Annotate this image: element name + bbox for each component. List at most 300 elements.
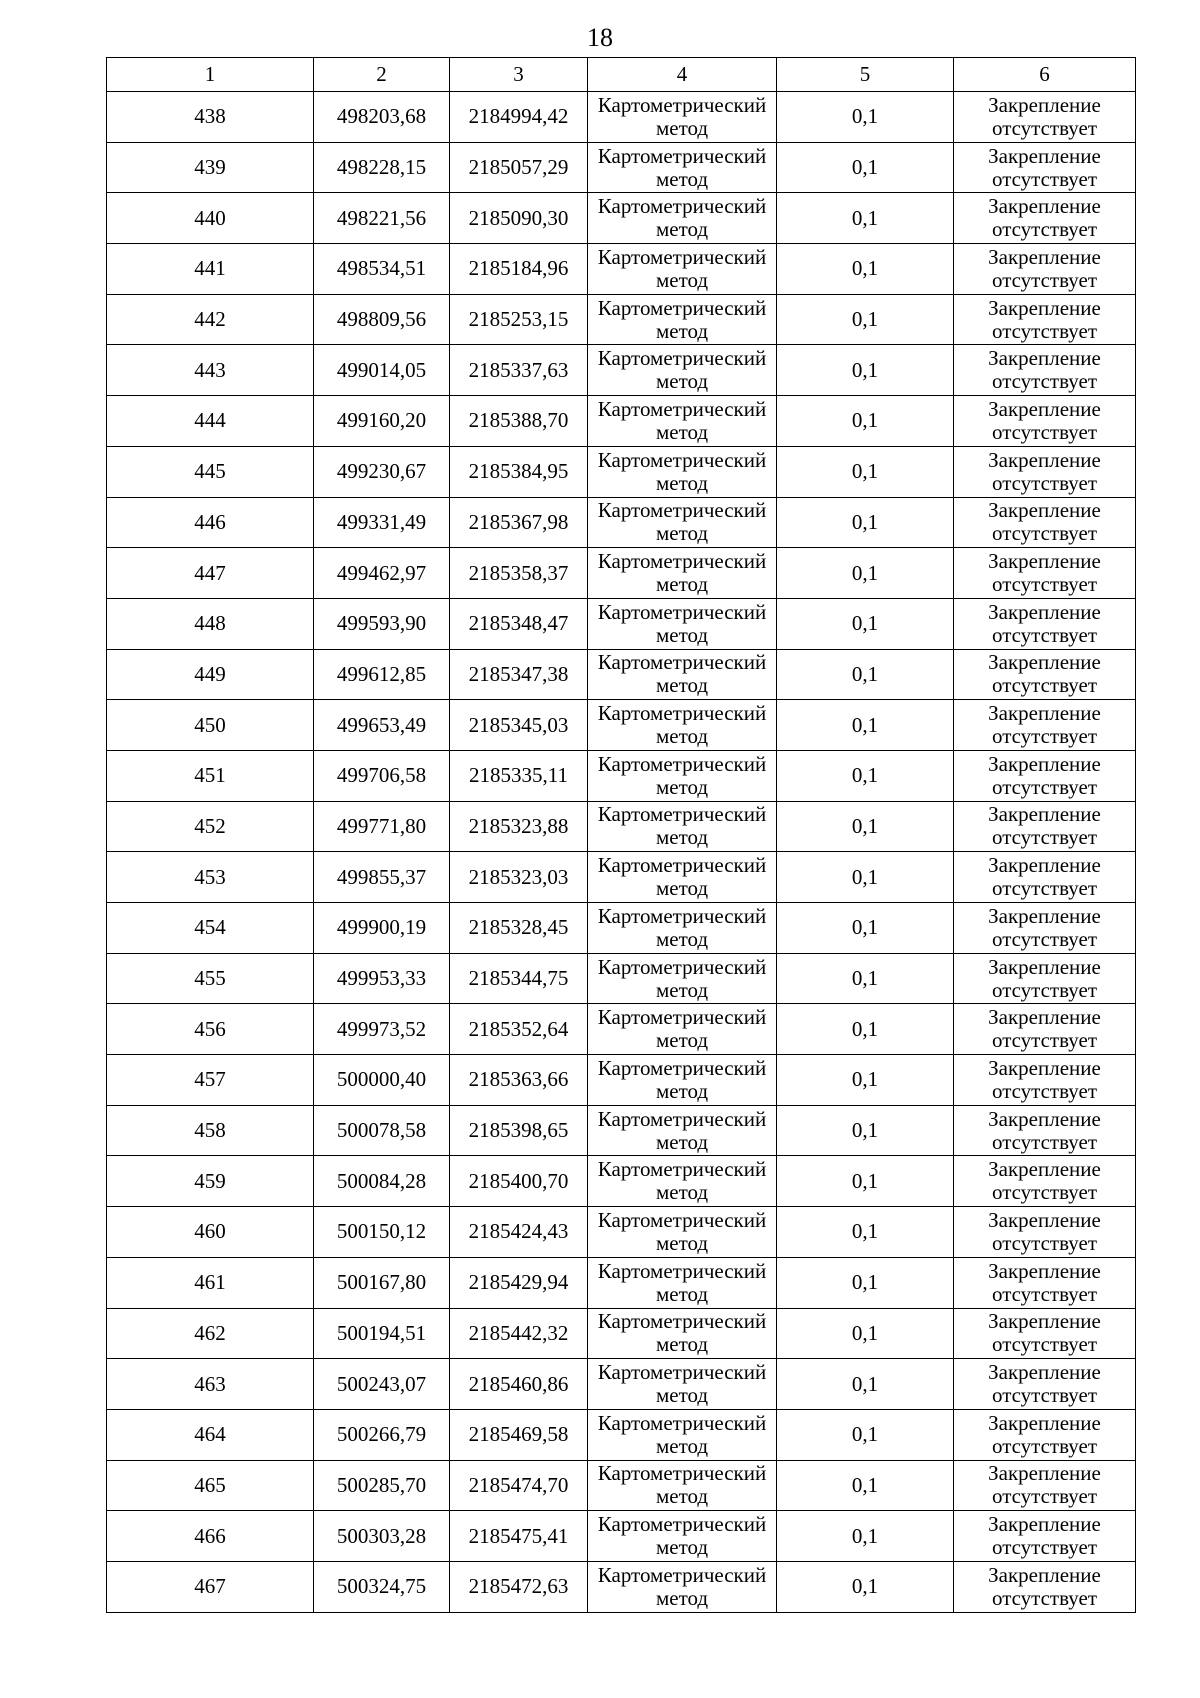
y-coordinate-cell: 2185460,86: [450, 1359, 588, 1410]
method-cell-line-2: метод: [655, 1484, 709, 1509]
x-coordinate-cell: 500000,40: [314, 1055, 450, 1106]
method-cell-line-2: метод: [655, 1535, 709, 1560]
fixing-cell: [954, 750, 1136, 801]
method-cell-line-1: Картометрический: [597, 92, 767, 117]
point-number-cell: 448: [107, 598, 314, 649]
method-cell-line-1: Картометрический: [597, 498, 767, 523]
method-cell: [588, 1055, 777, 1106]
fixing-cell-line-2: отсутствует: [991, 1383, 1098, 1408]
method-cell-line-1: Картометрический: [597, 194, 767, 219]
method-cell: [588, 396, 777, 447]
x-coordinate-cell: 499973,52: [314, 1004, 450, 1055]
fixing-cell-line-1: Закрепление: [988, 1309, 1101, 1334]
method-cell-line-2: метод: [655, 115, 709, 140]
table-row: [107, 1156, 1136, 1207]
table-row: [107, 446, 1136, 497]
table-row: [107, 1308, 1136, 1359]
method-cell: [588, 1561, 777, 1612]
method-cell-line-2: метод: [655, 622, 709, 647]
table-row: [107, 548, 1136, 599]
method-cell-line-2: метод: [655, 977, 709, 1002]
point-number-cell: 458: [107, 1105, 314, 1156]
fixing-cell: [954, 1055, 1136, 1106]
point-number-cell: 466: [107, 1511, 314, 1562]
point-number-cell: 438: [107, 92, 314, 143]
fixing-cell-line-1: Закрепление: [988, 701, 1101, 726]
table-row: [107, 497, 1136, 548]
method-cell: [588, 1409, 777, 1460]
fixing-cell-line-1: Закрепление: [988, 1106, 1101, 1131]
fixing-cell: [954, 1460, 1136, 1511]
accuracy-cell: 0,1: [777, 446, 954, 497]
accuracy-cell: 0,1: [777, 801, 954, 852]
table-row: [107, 852, 1136, 903]
fixing-cell: [954, 953, 1136, 1004]
fixing-cell: [954, 649, 1136, 700]
x-coordinate-cell: 499612,85: [314, 649, 450, 700]
method-cell: [588, 1257, 777, 1308]
fixing-cell-line-1: Закрепление: [988, 1360, 1101, 1385]
x-coordinate-cell: 498203,68: [314, 92, 450, 143]
fixing-cell-line-1: Закрепление: [988, 346, 1101, 371]
x-coordinate-cell: 499160,20: [314, 396, 450, 447]
fixing-cell: [954, 1156, 1136, 1207]
point-number-cell: 462: [107, 1308, 314, 1359]
table-row: [107, 193, 1136, 244]
accuracy-cell: 0,1: [777, 598, 954, 649]
x-coordinate-cell: 499014,05: [314, 345, 450, 396]
accuracy-cell: 0,1: [777, 1511, 954, 1562]
y-coordinate-cell: 2185475,41: [450, 1511, 588, 1562]
point-number-cell: 461: [107, 1257, 314, 1308]
method-cell-line-2: метод: [655, 419, 709, 444]
point-number-cell: 464: [107, 1409, 314, 1460]
x-coordinate-cell: 500285,70: [314, 1460, 450, 1511]
x-coordinate-cell: 500084,28: [314, 1156, 450, 1207]
method-cell-line-1: Картометрический: [597, 244, 767, 269]
fixing-cell-line-2: отсутствует: [991, 419, 1098, 444]
accuracy-cell: 0,1: [777, 345, 954, 396]
fixing-cell-line-2: отсутствует: [991, 572, 1098, 597]
y-coordinate-cell: 2185323,03: [450, 852, 588, 903]
fixing-cell-line-2: отсутствует: [991, 217, 1098, 242]
x-coordinate-cell: 500194,51: [314, 1308, 450, 1359]
method-cell-line-1: Картометрический: [597, 549, 767, 574]
method-cell: [588, 1105, 777, 1156]
method-cell-line-1: Картометрический: [597, 143, 767, 168]
table-row: [107, 1460, 1136, 1511]
y-coordinate-cell: 2185442,32: [450, 1308, 588, 1359]
fixing-cell-line-1: Закрепление: [988, 954, 1101, 979]
point-number-cell: 457: [107, 1055, 314, 1106]
method-cell-line-1: Картометрический: [597, 1106, 767, 1131]
table-row: [107, 1004, 1136, 1055]
y-coordinate-cell: 2185057,29: [450, 142, 588, 193]
accuracy-cell: 0,1: [777, 1156, 954, 1207]
method-cell-line-1: Картометрический: [597, 954, 767, 979]
fixing-cell-line-2: отсутствует: [991, 1433, 1098, 1458]
method-cell-line-1: Картометрический: [597, 1360, 767, 1385]
y-coordinate-cell: 2185323,88: [450, 801, 588, 852]
fixing-cell: [954, 548, 1136, 599]
y-coordinate-cell: 2185347,38: [450, 649, 588, 700]
method-cell-line-2: метод: [655, 166, 709, 191]
point-number-cell: 445: [107, 446, 314, 497]
y-coordinate-cell: 2185337,63: [450, 345, 588, 396]
fixing-cell-line-2: отсутствует: [991, 1230, 1098, 1255]
fixing-cell-line-1: Закрепление: [988, 1005, 1101, 1030]
x-coordinate-cell: 499900,19: [314, 903, 450, 954]
fixing-cell: [954, 92, 1136, 143]
method-cell-line-1: Картометрический: [597, 1005, 767, 1030]
header-cell: 3: [450, 58, 588, 92]
point-number-cell: 444: [107, 396, 314, 447]
fixing-cell-line-1: Закрепление: [988, 1157, 1101, 1182]
method-cell-line-1: Картометрический: [597, 903, 767, 928]
method-cell-line-2: метод: [655, 1433, 709, 1458]
y-coordinate-cell: 2184994,42: [450, 92, 588, 143]
x-coordinate-cell: 500167,80: [314, 1257, 450, 1308]
method-cell: [588, 852, 777, 903]
method-cell-line-2: метод: [655, 1383, 709, 1408]
fixing-cell-line-1: Закрепление: [988, 802, 1101, 827]
point-number-cell: 455: [107, 953, 314, 1004]
fixing-cell: [954, 1257, 1136, 1308]
y-coordinate-cell: 2185363,66: [450, 1055, 588, 1106]
table-row: [107, 1257, 1136, 1308]
x-coordinate-cell: 498228,15: [314, 142, 450, 193]
method-cell-line-1: Картометрический: [597, 1157, 767, 1182]
y-coordinate-cell: 2185469,58: [450, 1409, 588, 1460]
table-row: [107, 1055, 1136, 1106]
method-cell-line-2: метод: [655, 825, 709, 850]
y-coordinate-cell: 2185344,75: [450, 953, 588, 1004]
point-number-cell: 447: [107, 548, 314, 599]
fixing-cell-line-1: Закрепление: [988, 295, 1101, 320]
fixing-cell-line-1: Закрепление: [988, 244, 1101, 269]
fixing-cell-line-2: отсутствует: [991, 267, 1098, 292]
accuracy-cell: 0,1: [777, 852, 954, 903]
method-cell-line-2: метод: [655, 926, 709, 951]
x-coordinate-cell: 500078,58: [314, 1105, 450, 1156]
method-cell-line-2: метод: [655, 1332, 709, 1357]
y-coordinate-cell: 2185253,15: [450, 294, 588, 345]
fixing-cell: [954, 1308, 1136, 1359]
accuracy-cell: 0,1: [777, 750, 954, 801]
method-cell: [588, 142, 777, 193]
accuracy-cell: 0,1: [777, 1359, 954, 1410]
method-cell-line-2: метод: [655, 1281, 709, 1306]
fixing-cell-line-1: Закрепление: [988, 1512, 1101, 1537]
table-row: [107, 801, 1136, 852]
fixing-cell: [954, 244, 1136, 295]
header-row: [107, 58, 1136, 92]
method-cell-line-1: Картометрический: [597, 1512, 767, 1537]
x-coordinate-cell: 498221,56: [314, 193, 450, 244]
method-cell: [588, 700, 777, 751]
method-cell-line-2: метод: [655, 369, 709, 394]
point-number-cell: 451: [107, 750, 314, 801]
accuracy-cell: 0,1: [777, 1257, 954, 1308]
accuracy-cell: 0,1: [777, 294, 954, 345]
fixing-cell: [954, 142, 1136, 193]
method-cell: [588, 1460, 777, 1511]
x-coordinate-cell: 499462,97: [314, 548, 450, 599]
fixing-cell-line-2: отсутствует: [991, 622, 1098, 647]
fixing-cell-line-1: Закрепление: [988, 599, 1101, 624]
accuracy-cell: 0,1: [777, 193, 954, 244]
point-number-cell: 453: [107, 852, 314, 903]
table-row: [107, 1409, 1136, 1460]
fixing-cell: [954, 1409, 1136, 1460]
fixing-cell-line-1: Закрепление: [988, 903, 1101, 928]
table-row: [107, 649, 1136, 700]
fixing-cell-line-2: отсутствует: [991, 1028, 1098, 1053]
point-number-cell: 454: [107, 903, 314, 954]
accuracy-cell: 0,1: [777, 1561, 954, 1612]
method-cell-line-2: метод: [655, 318, 709, 343]
accuracy-cell: 0,1: [777, 903, 954, 954]
accuracy-cell: 0,1: [777, 142, 954, 193]
accuracy-cell: 0,1: [777, 1004, 954, 1055]
y-coordinate-cell: 2185348,47: [450, 598, 588, 649]
table-row: [107, 903, 1136, 954]
fixing-cell-line-2: отсутствует: [991, 1332, 1098, 1357]
x-coordinate-cell: 499230,67: [314, 446, 450, 497]
y-coordinate-cell: 2185474,70: [450, 1460, 588, 1511]
accuracy-cell: 0,1: [777, 548, 954, 599]
table-row: [107, 345, 1136, 396]
method-cell: [588, 903, 777, 954]
x-coordinate-cell: 500150,12: [314, 1207, 450, 1258]
fixing-cell-line-2: отсутствует: [991, 318, 1098, 343]
point-number-cell: 443: [107, 345, 314, 396]
point-number-cell: 465: [107, 1460, 314, 1511]
table-row: [107, 1359, 1136, 1410]
point-number-cell: 452: [107, 801, 314, 852]
fixing-cell-line-2: отсутствует: [991, 1535, 1098, 1560]
method-cell: [588, 92, 777, 143]
method-cell-line-1: Картометрический: [597, 701, 767, 726]
fixing-cell-line-1: Закрепление: [988, 1461, 1101, 1486]
method-cell: [588, 446, 777, 497]
fixing-cell-line-2: отсутствует: [991, 774, 1098, 799]
header-cell: 1: [107, 58, 314, 92]
method-cell: [588, 548, 777, 599]
table-row: [107, 1105, 1136, 1156]
method-cell-line-1: Картометрический: [597, 1055, 767, 1080]
y-coordinate-cell: 2185398,65: [450, 1105, 588, 1156]
fixing-cell: [954, 446, 1136, 497]
method-cell-line-2: метод: [655, 1129, 709, 1154]
x-coordinate-cell: 499855,37: [314, 852, 450, 903]
table-row: [107, 598, 1136, 649]
method-cell-line-1: Картометрический: [597, 1258, 767, 1283]
method-cell-line-2: метод: [655, 1028, 709, 1053]
accuracy-cell: 0,1: [777, 497, 954, 548]
method-cell-line-1: Картометрический: [597, 1461, 767, 1486]
y-coordinate-cell: 2185090,30: [450, 193, 588, 244]
x-coordinate-cell: 499706,58: [314, 750, 450, 801]
table-row: [107, 953, 1136, 1004]
accuracy-cell: 0,1: [777, 1409, 954, 1460]
method-cell: [588, 1207, 777, 1258]
fixing-cell: [954, 1207, 1136, 1258]
method-cell-line-1: Картометрический: [597, 396, 767, 421]
fixing-cell-line-2: отсутствует: [991, 369, 1098, 394]
accuracy-cell: 0,1: [777, 1308, 954, 1359]
fixing-cell-line-2: отсутствует: [991, 673, 1098, 698]
fixing-cell-line-1: Закрепление: [988, 447, 1101, 472]
fixing-cell-line-2: отсутствует: [991, 926, 1098, 951]
method-cell-line-2: метод: [655, 267, 709, 292]
point-number-cell: 439: [107, 142, 314, 193]
fixing-cell-line-2: отсутствует: [991, 115, 1098, 140]
method-cell-line-1: Картометрический: [597, 1309, 767, 1334]
method-cell-line-2: метод: [655, 1585, 709, 1610]
method-cell-line-1: Картометрический: [597, 650, 767, 675]
header-cell: 4: [588, 58, 777, 92]
x-coordinate-cell: 500303,28: [314, 1511, 450, 1562]
fixing-cell: [954, 193, 1136, 244]
table-row: [107, 1511, 1136, 1562]
table-row: [107, 396, 1136, 447]
x-coordinate-cell: 499953,33: [314, 953, 450, 1004]
y-coordinate-cell: 2185472,63: [450, 1561, 588, 1612]
method-cell: [588, 244, 777, 295]
header-cell: 5: [777, 58, 954, 92]
method-cell-line-2: метод: [655, 470, 709, 495]
point-number-cell: 441: [107, 244, 314, 295]
point-number-cell: 463: [107, 1359, 314, 1410]
point-number-cell: 442: [107, 294, 314, 345]
point-number-cell: 450: [107, 700, 314, 751]
fixing-cell-line-2: отсутствует: [991, 1585, 1098, 1610]
x-coordinate-cell: 499653,49: [314, 700, 450, 751]
method-cell: [588, 1511, 777, 1562]
table-row: [107, 92, 1136, 143]
method-cell: [588, 1308, 777, 1359]
method-cell-line-2: метод: [655, 521, 709, 546]
method-cell: [588, 294, 777, 345]
fixing-cell: [954, 1105, 1136, 1156]
fixing-cell-line-1: Закрепление: [988, 92, 1101, 117]
fixing-cell-line-1: Закрепление: [988, 650, 1101, 675]
y-coordinate-cell: 2185335,11: [450, 750, 588, 801]
y-coordinate-cell: 2185184,96: [450, 244, 588, 295]
x-coordinate-cell: 500324,75: [314, 1561, 450, 1612]
accuracy-cell: 0,1: [777, 1055, 954, 1106]
method-cell-line-2: метод: [655, 1230, 709, 1255]
method-cell-line-1: Картометрический: [597, 853, 767, 878]
y-coordinate-cell: 2185429,94: [450, 1257, 588, 1308]
table-row: [107, 294, 1136, 345]
x-coordinate-cell: 499771,80: [314, 801, 450, 852]
fixing-cell: [954, 852, 1136, 903]
fixing-cell-line-1: Закрепление: [988, 1207, 1101, 1232]
fixing-cell-line-1: Закрепление: [988, 1055, 1101, 1080]
method-cell: [588, 649, 777, 700]
method-cell-line-2: метод: [655, 1180, 709, 1205]
method-cell: [588, 598, 777, 649]
fixing-cell-line-1: Закрепление: [988, 751, 1101, 776]
fixing-cell: [954, 1561, 1136, 1612]
fixing-cell-line-2: отсутствует: [991, 1078, 1098, 1103]
method-cell-line-1: Картометрический: [597, 1207, 767, 1232]
accuracy-cell: 0,1: [777, 1207, 954, 1258]
fixing-cell-line-2: отсутствует: [991, 470, 1098, 495]
method-cell-line-2: метод: [655, 724, 709, 749]
y-coordinate-cell: 2185345,03: [450, 700, 588, 751]
point-number-cell: 446: [107, 497, 314, 548]
accuracy-cell: 0,1: [777, 953, 954, 1004]
accuracy-cell: 0,1: [777, 700, 954, 751]
fixing-cell-line-2: отсутствует: [991, 1180, 1098, 1205]
method-cell: [588, 1156, 777, 1207]
x-coordinate-cell: 498534,51: [314, 244, 450, 295]
point-number-cell: 449: [107, 649, 314, 700]
x-coordinate-cell: 499593,90: [314, 598, 450, 649]
accuracy-cell: 0,1: [777, 396, 954, 447]
fixing-cell: [954, 497, 1136, 548]
accuracy-cell: 0,1: [777, 244, 954, 295]
x-coordinate-cell: 500266,79: [314, 1409, 450, 1460]
method-cell-line-1: Картометрический: [597, 447, 767, 472]
point-number-cell: 440: [107, 193, 314, 244]
method-cell: [588, 1004, 777, 1055]
method-cell: [588, 801, 777, 852]
method-cell-line-2: метод: [655, 774, 709, 799]
fixing-cell-line-1: Закрепление: [988, 1258, 1101, 1283]
method-cell-line-1: Картометрический: [597, 295, 767, 320]
point-number-cell: 467: [107, 1561, 314, 1612]
y-coordinate-cell: 2185328,45: [450, 903, 588, 954]
header-cell: 2: [314, 58, 450, 92]
fixing-cell-line-2: отсутствует: [991, 724, 1098, 749]
y-coordinate-cell: 2185367,98: [450, 497, 588, 548]
method-cell-line-2: метод: [655, 572, 709, 597]
table-row: [107, 244, 1136, 295]
y-coordinate-cell: 2185400,70: [450, 1156, 588, 1207]
fixing-cell-line-2: отсутствует: [991, 1281, 1098, 1306]
fixing-cell-line-1: Закрепление: [988, 143, 1101, 168]
method-cell-line-2: метод: [655, 876, 709, 901]
fixing-cell-line-2: отсутствует: [991, 1129, 1098, 1154]
method-cell-line-1: Картометрический: [597, 1562, 767, 1587]
method-cell: [588, 497, 777, 548]
page-number: 18: [587, 23, 613, 52]
fixing-cell: [954, 700, 1136, 751]
fixing-cell: [954, 903, 1136, 954]
x-coordinate-cell: 500243,07: [314, 1359, 450, 1410]
method-cell-line-1: Картометрический: [597, 751, 767, 776]
y-coordinate-cell: 2185352,64: [450, 1004, 588, 1055]
fixing-cell: [954, 1511, 1136, 1562]
y-coordinate-cell: 2185388,70: [450, 396, 588, 447]
fixing-cell-line-1: Закрепление: [988, 853, 1101, 878]
method-cell-line-2: метод: [655, 1078, 709, 1103]
fixing-cell: [954, 801, 1136, 852]
method-cell-line-1: Картометрический: [597, 599, 767, 624]
table-row: [107, 700, 1136, 751]
fixing-cell-line-2: отсутствует: [991, 1484, 1098, 1509]
point-number-cell: 460: [107, 1207, 314, 1258]
table-row: [107, 1207, 1136, 1258]
method-cell: [588, 1359, 777, 1410]
accuracy-cell: 0,1: [777, 92, 954, 143]
method-cell-line-1: Картометрический: [597, 346, 767, 371]
point-number-cell: 459: [107, 1156, 314, 1207]
